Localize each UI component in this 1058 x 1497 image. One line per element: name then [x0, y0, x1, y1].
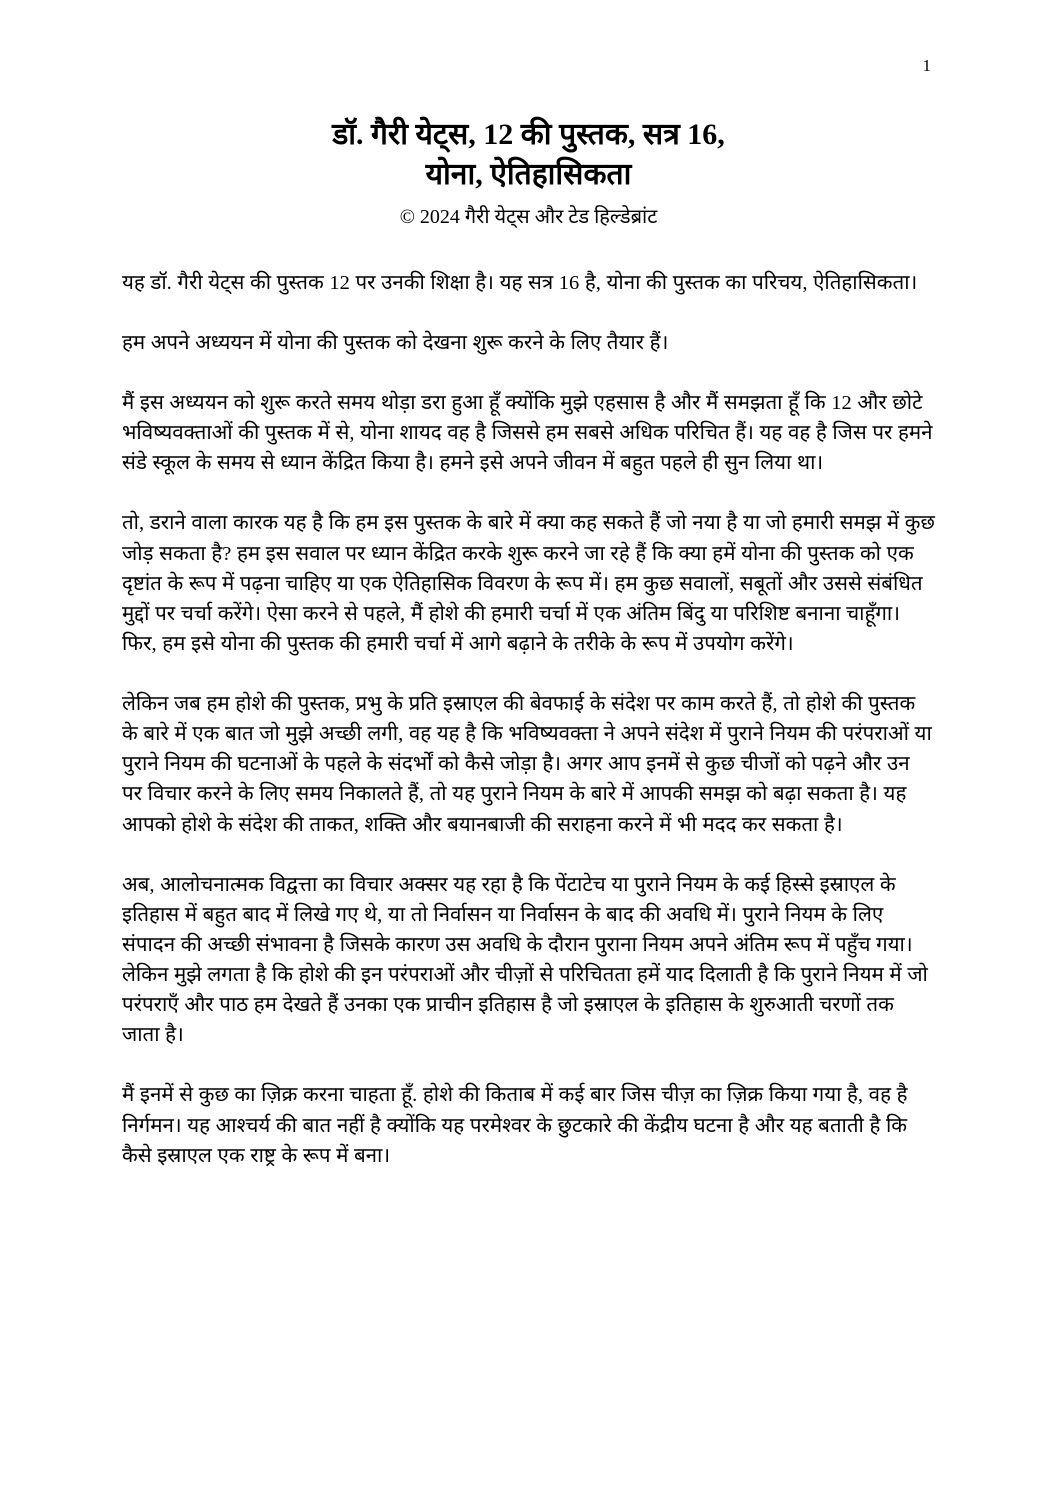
page-number: 1 — [922, 56, 931, 75]
document-title — [122, 115, 935, 195]
paragraph-intimidated: मैं इस अध्ययन को शुरू करते समय थोड़ा डरा हुआ हूँ क्योंकि मुझे एहसास है और मैं समझता हूँ कि 12 और छोटे भविष्यवक्ताओं की पुस्तक में से, योना शायद वह है जिससे हम सबसे अधिक परिचित हैं। यह वह है जिस पर हमने संडे स्कूल के समय से ध्यान केंद्रित किया है। हमने इसे अपने जीवन में बहुत पहले ही सुन लिया था। — [122, 392, 933, 475]
title-line-2: योना, ऐतिहासिकता — [425, 157, 632, 191]
paragraph-ready-to-study: हम अपने अध्ययन में योना की पुस्तक को देखना शुरू करने के लिए तैयार हैं। — [122, 331, 669, 354]
paragraph-exodus-mention: मैं इनमें से कुछ का ज़िक्र करना चाहता हूँ. होशे की किताब में कई बार जिस चीज़ का ज़िक्र किया गया है, वह है निर्गमन। यह आश्चर्य की बात नहीं है क्योंकि यह परमेश्वर के छुटकारे की केंद्रीय घटना है और यह बताती है कि कैसे इस्राएल एक राष्ट्र के रूप में बना। — [122, 1084, 908, 1167]
document-body — [122, 268, 935, 1171]
paragraph-parable-or-history: तो, डराने वाला कारक यह है कि हम इस पुस्तक के बारे में क्या कह सकते हैं जो नया है या जो हमारी समझ में कुछ जोड़ सकता है? हम इस सवाल पर ध्यान केंद्रित करके शुरू करने जा रहे हैं कि क्या हमें योना की पुस्तक को एक दृष्टांत के रूप में पढ़ना चाहिए या एक ऐतिहासिक विवरण के रूप में। हम कुछ सवालों, सबूतों और उससे संबंधित मुद्दों पर चर्चा करेंगे। ऐसा करने से पहले, मैं होशे की हमारी चर्चा में एक अंतिम बिंदु या परिशिष्ट बनाना चाहूँगा। फिर, हम इसे योना की पुस्तक की हमारी चर्चा में आगे बढ़ाने के तरीके के रूप में उपयोग करेंगे। — [122, 512, 935, 655]
paragraph-hosea-traditions: लेकिन जब हम होशे की पुस्तक, प्रभु के प्रति इस्राएल की बेवफाई के संदेश पर काम करते हैं, तो होशे की पुस्तक के बारे में एक बात जो मुझे अच्छी लगी, वह यह है कि भविष्यवक्ता ने अपने संदेश में पुराने नियम की परंपराओं या पुराने नियम की घटनाओं के पहले के संदर्भों को कैसे जोड़ा है। अगर आप इनमें से कुछ चीजों को पढ़ने और उन पर विचार करने के लिए समय निकालते हैं, तो यह पुराने नियम के बारे में आपकी समझ को बढ़ा सकता है। यह आपको होशे के संदेश की ताकत, शक्ति और बयानबाजी की सराहना करने में भी मदद कर सकता है। — [122, 693, 932, 836]
title-line-1: डॉ. गैरी येट्स, 12 की पुस्तक, सत्र 16, — [332, 118, 725, 151]
paragraph-intro: यह डॉ. गैरी येट्स की पुस्तक 12 पर उनकी शिक्षा है। यह सत्र 16 है, योना की पुस्तक का परिचय, ऐतिहासिकता। — [122, 271, 918, 294]
copyright-line: © 2024 गैरी येट्स और टेड हिल्डेब्रांट — [399, 205, 658, 228]
paragraph-critical-scholarship: अब, आलोचनात्मक विद्वत्ता का विचार अक्सर यह रहा है कि पेंटाटेच या पुराने नियम के कई हिस्से इस्राएल के इतिहास में बहुत बाद में लिखे गए थे, या तो निर्वासन या निर्वासन के बाद की अवधि में। पुराने नियम के लिए संपादन की अच्छी संभावना है जिसके कारण उस अवधि के दौरान पुराना नियम अपने अंतिम रूप में पहुँच गया। लेकिन मुझे लगता है कि होशे की इन परंपराओं और चीज़ों से परिचितता हमें याद दिलाती है कि पुराने नियम में जो परंपराएँ और पाठ हम देखते हैं उनका एक प्राचीन इतिहास है जो इस्राएल के इतिहास के शुरुआती चरणों तक जाता है। — [122, 873, 928, 1047]
